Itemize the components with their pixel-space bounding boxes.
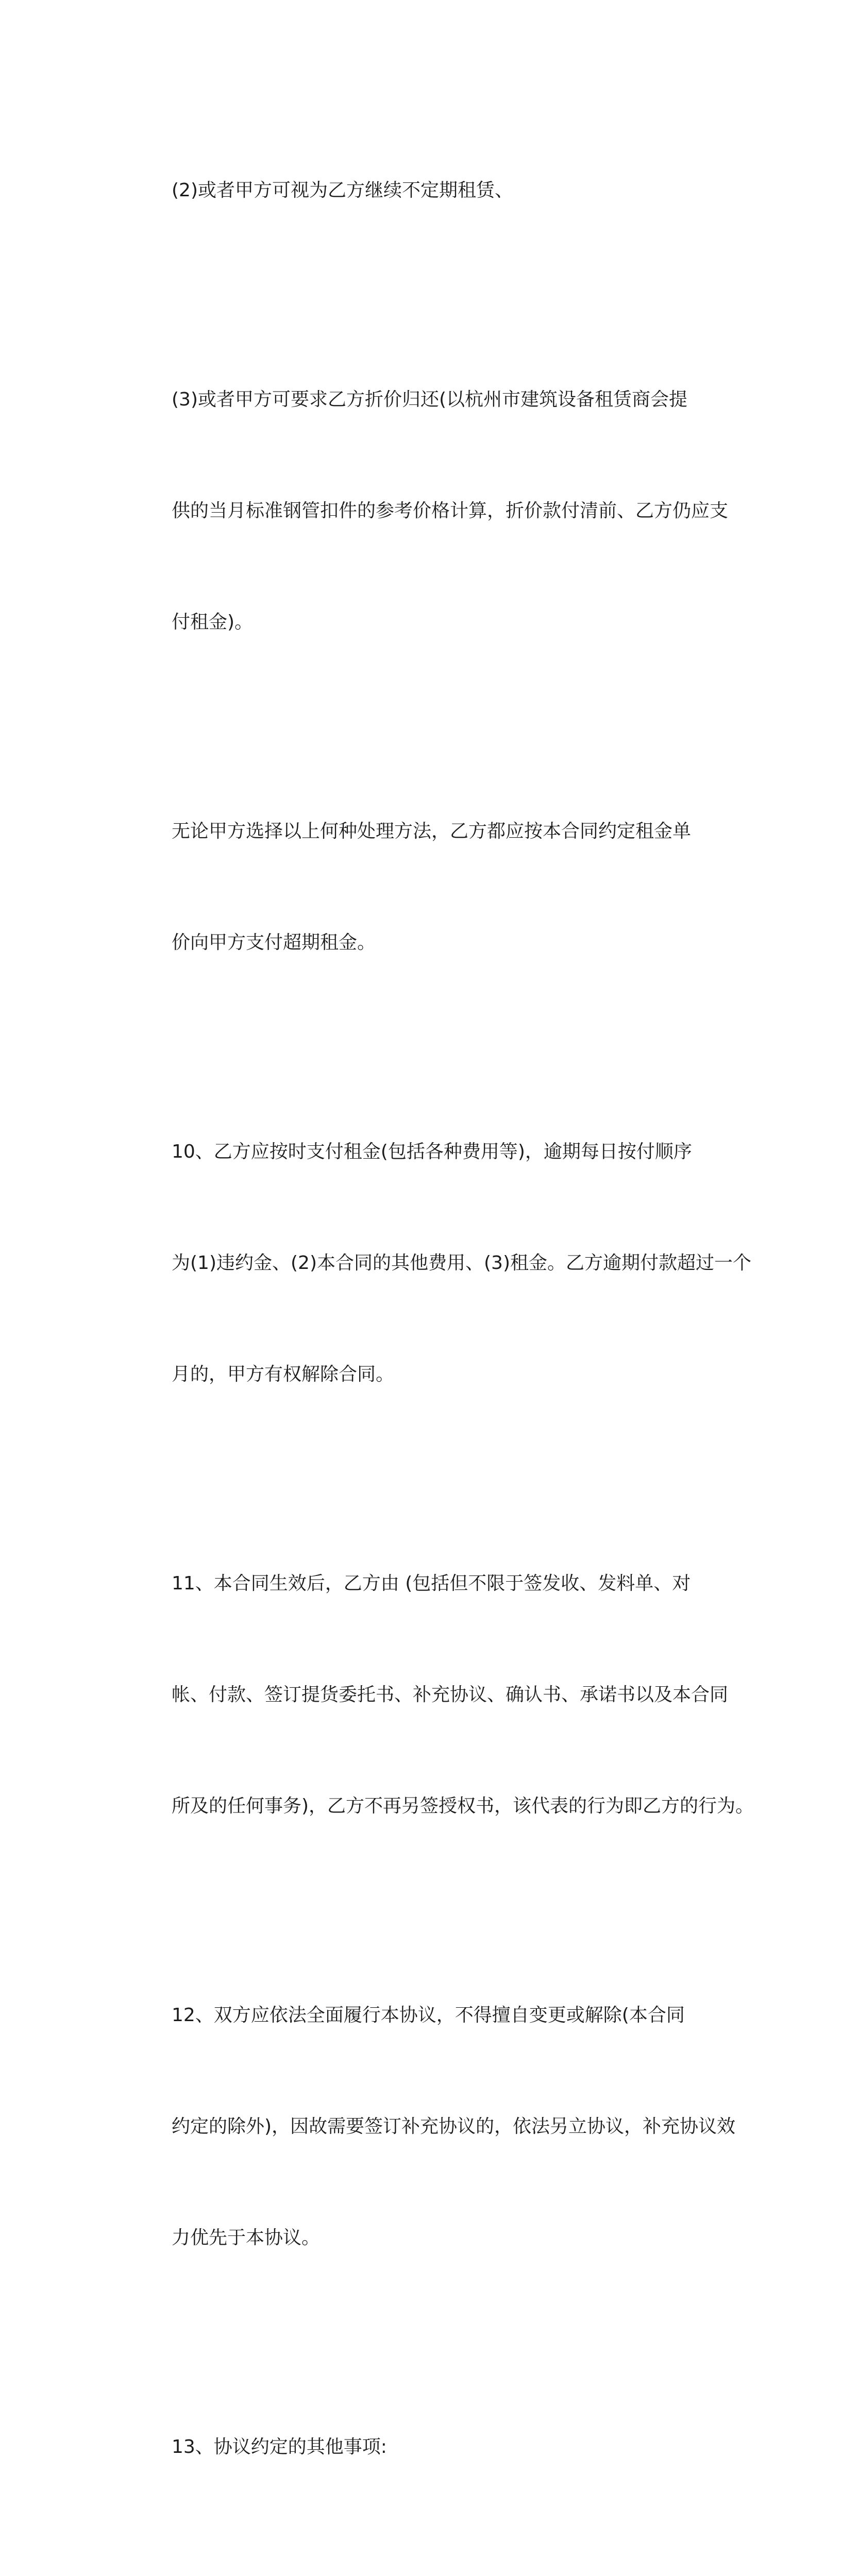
paragraph-clause-9-option-2 [123,98,715,283]
text-line: (2)或者甲方可视为乙方继续不定期租赁、 [172,180,513,201]
text-line: 为(1)违约金、(2)本合同的其他费用、(3)租金。乙方逾期付款超过一个 [172,1252,751,1274]
document-body [123,98,754,2576]
text-line: 所及的任何事务)，乙方不再另签授权书，该代表的行为即乙方的行为。 [172,1795,754,1817]
text-line: 月的，甲方有权解除合同。 [172,1364,395,1385]
text-line: 13、协议约定的其他事项: [172,2436,387,2458]
paragraph-clause-11 [123,1491,754,1899]
paragraph-clause-12 [123,1923,736,2331]
paragraph-clause-13-item-1 [123,2564,715,2576]
text-line: 供的当月标准钢管扣件的参考价格计算，折价款付清前、乙方仍应支 [172,500,729,521]
text-line: 帐、付款、签订提货委托书、补充协议、确认书、承诺书以及本合同 [172,1684,729,1705]
text-line: 价向甲方支付超期租金。 [172,932,376,953]
text-line: 10、乙方应按时支付租金(包括各种费用等)，逾期每日按付顺序 [172,1141,692,1162]
text-line: 无论甲方选择以上何种处理方法，乙方都应按本合同约定租金单 [172,821,692,842]
text-line: 12、双方应依法全面履行本协议，不得擅自变更或解除(本合同 [172,2005,685,2026]
text-line: (3)或者甲方可要求乙方折价归还(以杭州市建筑设备租赁商会提 [172,389,688,410]
paragraph-clause-9-option-3 [123,307,729,715]
text-line: 11、本合同生效后，乙方由 (包括但不限于签发收、发料单、对 [172,1573,691,1594]
text-line: 约定的除外)，因故需要签订补充协议的，依法另立协议，补充协议效 [172,2116,736,2137]
text-line: 力优先于本协议。 [172,2227,321,2248]
paragraph-overdue-rent [123,739,715,1036]
text-line: 付租金)。 [172,612,254,633]
paragraph-clause-10 [123,1059,751,1467]
paragraph-clause-13 [123,2354,715,2540]
